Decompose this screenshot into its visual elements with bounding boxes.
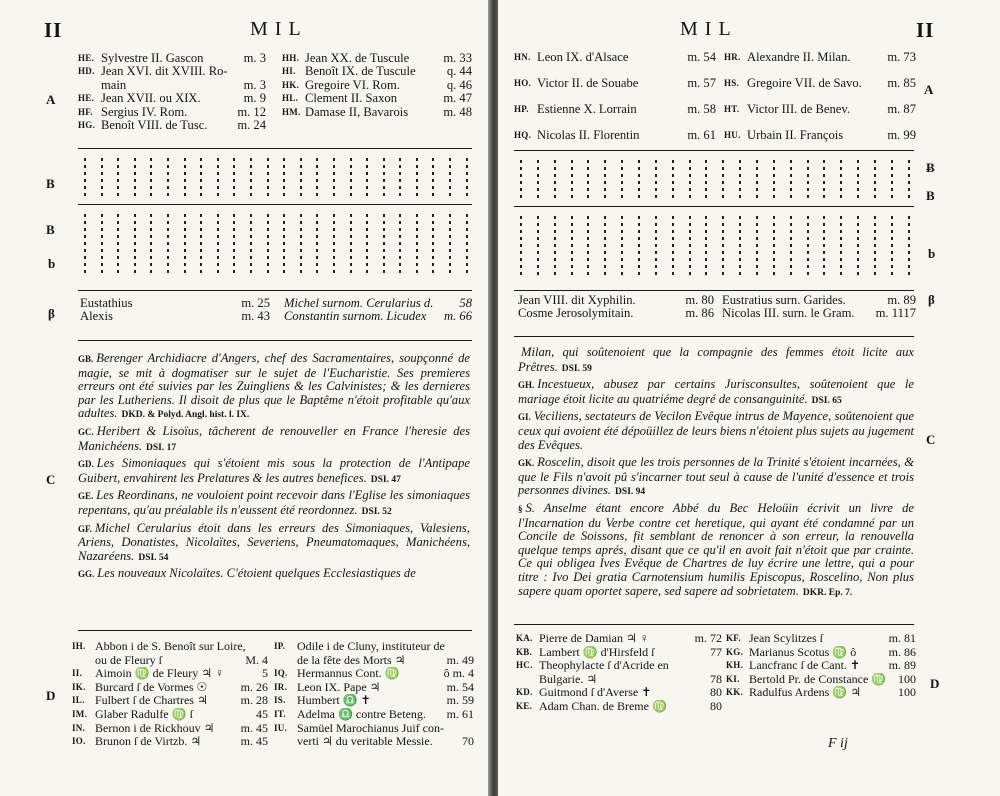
right-page: [498, 0, 1000, 796]
writers-col-2: [274, 640, 474, 749]
section-rule: [514, 624, 914, 625]
list-item: HH. Jean XX. de Tuscule m. 33: [282, 51, 472, 65]
paragraph: GC. Heribert & Lisoïus, tâcherent de renouveller en France l'heresie des Manichéens. DSI. 17: [78, 423, 470, 453]
list-item: de la fête des Morts ♃ m. 49: [297, 652, 474, 667]
dotted-placeholder-rows: [520, 214, 910, 277]
list-item: IQ. Hermannus Cont. ♍ ô m. 4: [274, 666, 474, 681]
list-item: HC. Theophylacte ſ d'Acride en: [516, 659, 669, 673]
signature-mark: F ij: [828, 736, 848, 751]
list-item: IO. Brunon ſ de Virtzb. ♃ m. 45: [72, 734, 268, 749]
section-rule: [514, 150, 914, 151]
section-rule: [78, 340, 472, 341]
folio-number: II: [916, 18, 935, 42]
paragraph: GK. Roscelin, disoit que les trois personnes de la Trinité s'étoient incarnées, & que le Fils n'avoit pû s'incarner tout seul à cause de l'unité d'essence et trois personnes divines. DSI. 94: [518, 455, 914, 498]
margin-letter-beta: β: [928, 292, 935, 307]
list-item: Eustratius surn. Garides. m. 89: [722, 293, 916, 307]
margin-letter-b-lower: b: [48, 256, 56, 271]
list-item: KD. Guitmond ſ d'Averse ✝ 80: [516, 685, 722, 700]
list-item: IL. Fulbert ſ de Chartres ♃ m. 28: [72, 693, 268, 708]
running-head: MIL: [680, 18, 738, 40]
list-item: HU. Urbain II. François m. 99: [724, 128, 916, 142]
list-item: HR. Alexandre II. Milan. m. 73: [724, 50, 916, 64]
list-item: HL. Clement II. Saxon m. 47: [282, 91, 472, 106]
margin-letter-b-lower: b: [928, 246, 936, 261]
margin-letter-a: A: [46, 92, 56, 107]
list-item: IM. Glaber Radulfe ♍ ſ 45: [72, 706, 268, 721]
list-item: Bulgarie. ♃ 78: [539, 671, 722, 686]
list-item: Michel surnom. Cerularius d. 58: [284, 296, 472, 310]
list-item: HS. Gregoire VII. de Savo. m. 85: [724, 76, 916, 90]
paragraph: GI. Veciliens, sectateurs de Vecilon Evêque intrus de Mayence, soûtenoient que ceux qui avoient été dépoüillez de leurs biens n'étoient plus sujets au jugement des Evêques.: [518, 409, 914, 452]
dotted-placeholder-rows: [520, 158, 910, 200]
list-item: HO. Victor II. de Souabe m. 57: [514, 76, 716, 90]
margin-letter-d: D: [930, 676, 940, 691]
section-rule: [78, 290, 472, 291]
list-item: KG. Marianus Scotus ♍ ô m. 86: [726, 644, 916, 659]
list-item: HQ. Nicolas II. Florentin m. 61: [514, 128, 716, 142]
list-item: KK. Radulfus Ardens ♍ ♃ 100: [726, 685, 916, 700]
popes-list-col-2: [724, 44, 916, 148]
list-item: Nicolas III. surn. le Gram. m. 1117: [722, 306, 916, 321]
margin-letter-b: B: [926, 188, 935, 203]
list-item: HP. Estienne X. Lorrain m. 58: [514, 102, 716, 116]
section-rule: [78, 630, 472, 631]
writers-col-1: [72, 640, 268, 749]
list-item: II. Aimoin ♍ de Fleury ♃ ♀ 5: [72, 666, 268, 681]
paragraph: GF. Michel Cerularius étoit dans les erreurs des Simoniaques, Valesiens, Ariens, Donatistes, Nicolaïtes, Severiens, Pneumatomaques, Manichéens, Nazaréens. DSI. 54: [78, 520, 470, 563]
popes-list-col-1: [78, 52, 266, 132]
patriarchs-col-2: [722, 294, 916, 321]
list-item: Jean VIII. dit Xyphilin. m. 80: [518, 293, 714, 307]
list-item: IP. Odile i de Cluny, instituteur de: [274, 640, 445, 653]
margin-letter-c: C: [926, 432, 936, 447]
margin-letter-a: A: [924, 82, 934, 97]
paragraph: GD. Les Simoniaques qui s'étoient mis sous la protection de l'Antipape Guibert, envahirent les Prelatures & les autres benefices. DSI. 47: [78, 456, 470, 485]
list-item: KF. Jean Scylitzes ſ m. 81: [726, 631, 916, 645]
list-item: IR. Leon IX. Pape ♃ m. 54: [274, 679, 474, 694]
list-item: KI. Bertold Pr. de Constance ♍ 100: [726, 671, 916, 686]
dotted-placeholder-rows: [84, 212, 468, 275]
list-item: IS. Humbert ♎ ✝ m. 59: [274, 693, 474, 708]
patriarchs-col-1: [80, 297, 270, 324]
section-rule: [78, 148, 472, 149]
list-item: KA. Pierre de Damian ♃ ♀ m. 72: [516, 631, 722, 645]
paragraph: § S. Anselme étant encore Abbé du Bec Heloüin écrivit un livre de l'Incarnation du Verbe contre cet heretique, qui ayant été condamné par un Concile de Soissons, fit semblant de renoncer à son erreur, la renouvella quelque temps aprés, disant que ce qu'il en avoit fait n'étoit que par crainte. Ce qui obligea Ives Evêque de Chartres de luy écrire une lettre, qui a pour titre : Ivo Dei gratia Carnotensium humilis Episcopus, Roscelino, Non plus sapere quam oportet sapere, sed sapere ad sobrietatem. DKR. Ep. 7.: [518, 500, 914, 598]
margin-letter-beta: β: [48, 306, 55, 321]
writers-col-1: [516, 632, 722, 714]
list-item: IN. Bernon i de Rickhouv ♃ m. 45: [72, 720, 268, 735]
writers-col-2: [726, 632, 916, 700]
list-item: IU. Samüel Marochianus Juif con-: [274, 721, 444, 735]
list-item: HE. Sylvestre II. Gascon m. 3: [78, 51, 266, 65]
list-item: HE. Jean XVII. ou XIX. m. 9: [78, 91, 266, 106]
list-item: KE. Adam Chan. de Breme ♍ 80: [516, 698, 722, 713]
patriarchs-col-2: [284, 297, 472, 324]
list-item: verti ♃ du veritable Messie. 70: [297, 734, 474, 749]
list-item: HT. Victor III. de Benev. m. 87: [724, 102, 916, 116]
list-item: IH. Abbon i de S. Benoît sur Loire,: [72, 640, 246, 653]
margin-letter-b-stroke: Ƀ: [926, 160, 935, 175]
paragraph: GE. Les Reordinans, ne vouloient point recevoir dans l'Eglise les simoniaques repentans, qu'au préalable ils n'eussent été reordonnez. DSI. 52: [78, 488, 470, 517]
section-rule: [514, 336, 914, 337]
list-item: HK. Gregoire VI. Rom. q. 46: [282, 77, 472, 92]
margin-letter-b: B: [46, 176, 55, 191]
paragraph: GH. Incestueux, abusez par certains Jurisconsultes, soûtenoient que le mariage étoit licite au quatriéme degré de consanguinité. DSI. 65: [518, 377, 914, 406]
list-item: IT. Adelma ♎ contre Beteng. m. 61: [274, 706, 474, 721]
patriarchs-col-1: [518, 294, 714, 321]
list-item: Eustathius m. 25: [80, 296, 270, 310]
list-item: KH. Lancfranc ſ de Cant. ✝ m. 89: [726, 658, 916, 673]
list-item: IK. Burcard ſ de Vormes ☉ m. 26: [72, 679, 268, 694]
dotted-placeholder-rows: [84, 156, 468, 198]
list-item: Constantin surnom. Licudex m. 66: [284, 309, 472, 324]
running-head: MIL: [250, 18, 308, 40]
paragraph: GG. Les nouveaux Nicolaïtes. C'étoient quelques Ecclesiastiques de: [78, 566, 416, 581]
list-item: Alexis m. 43: [80, 309, 270, 324]
popes-list-col-2: [282, 52, 472, 119]
margin-letter-b2: B: [46, 222, 55, 237]
list-item: KB. Lambert ♍ d'Hirsfeld ſ 77: [516, 644, 722, 659]
margin-letter-c: C: [46, 472, 56, 487]
paragraph: Milan, qui soûtenoient que la compagnie des femmes étoit licite aux Prêtres. DSI. 59: [518, 345, 914, 374]
list-item: HI. Benoît IX. de Tuscule q. 44: [282, 64, 472, 79]
list-item: HM. Damase II, Bavarois m. 48: [282, 104, 472, 119]
section-rule: [78, 204, 472, 205]
folio-number: II: [44, 18, 63, 42]
section-rule: [514, 290, 914, 291]
list-item: Cosme Jerosolymitain. m. 86: [518, 306, 714, 321]
list-item: HN. Leon IX. d'Alsace m. 54: [514, 50, 716, 64]
list-item: main m. 3: [101, 77, 266, 92]
margin-letter-d: D: [46, 688, 56, 703]
section-rule: [514, 206, 914, 207]
list-item: ou de Fleury ſ M. 4: [95, 652, 268, 667]
heresies-text: [518, 346, 914, 608]
left-page: [0, 0, 490, 796]
list-item: HG. Benoît VIII. de Tusc. m. 24: [78, 118, 266, 133]
list-item: HD. Jean XVI. dit XVIII. Ro-: [78, 65, 228, 79]
heresies-text: [78, 352, 470, 588]
popes-list-col-1: [514, 44, 716, 148]
paragraph: GB. Berenger Archidiacre d'Angers, chef des Sacramentaires, soupçonné de magie, se mit à dogmatiser sur le sujet de l'Eucharistie. Ses premieres erreurs ont été suivies par les Zuingliens & les Calvinistes; & les dernieres par les Lutheriens. Il disoit de plus que le Baptême n'étoit profitable qu'aux adultes. DKD. & Polyd. Angl. hist. l. IX.: [78, 351, 470, 421]
list-item: HF. Sergius IV. Rom. m. 12: [78, 104, 266, 119]
